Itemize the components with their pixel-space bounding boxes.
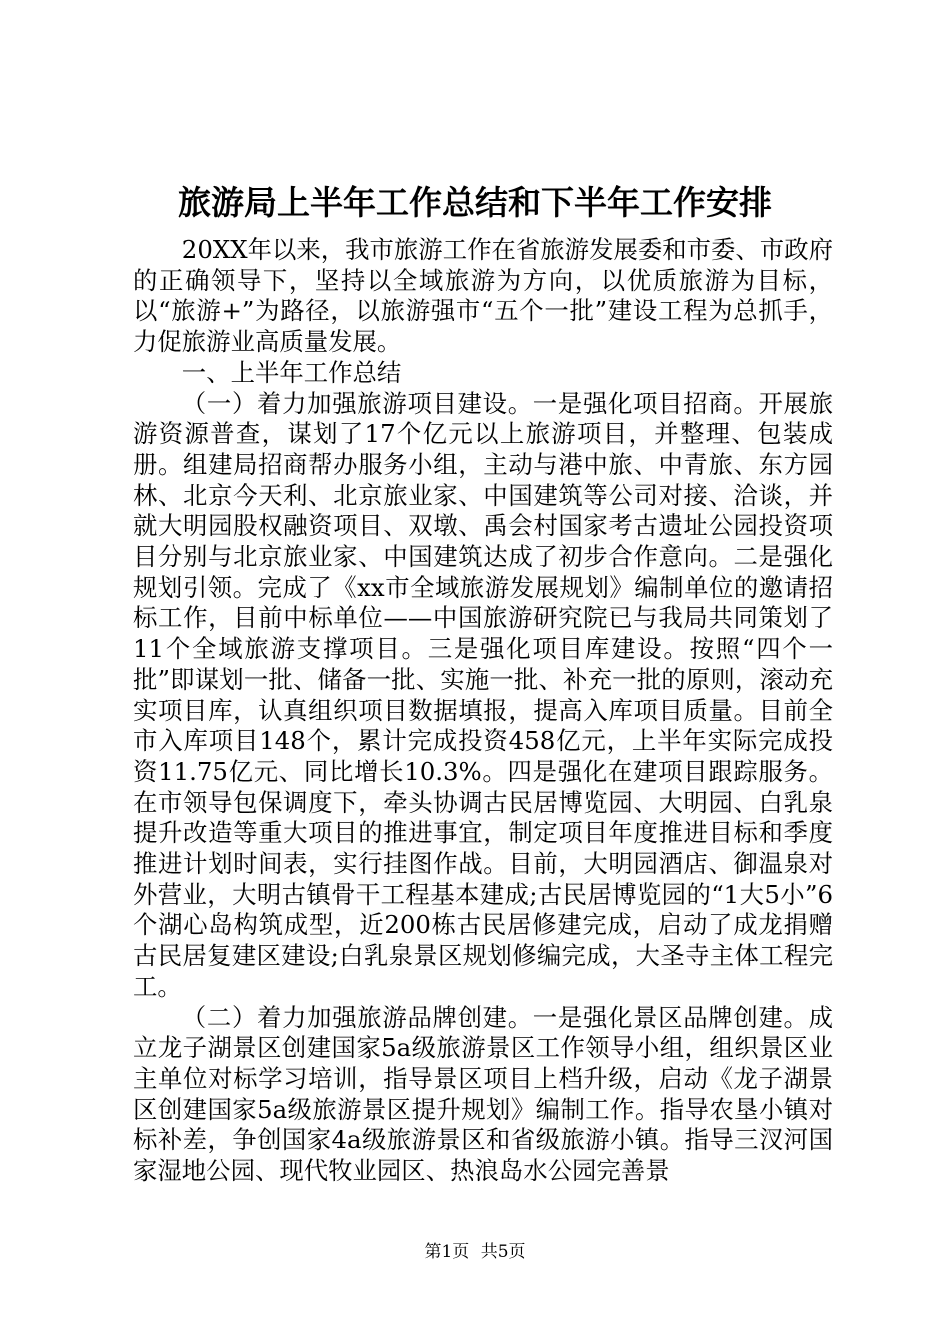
paragraph-brand-creation: （二）着力加强旅游品牌创建。一是强化景区品牌创建。成立龙子湖景区创建国家5a级旅游景区工作领导小组，组织景区业主单位对标学习培训，指导景区项目上档升级，启动《龙子湖景区创建国家5a级旅游景区提升规划》编制工作。指导农垦小镇对标补差，争创国家4a级旅游景区和省级旅游小镇。指导三汊河国家湿地公园、现代牧业园区、热浪岛水公园完善景	[133, 1002, 833, 1186]
paragraph-intro: 20XX年以来，我市旅游工作在省旅游发展委和市委、市政府的正确领导下，坚持以全域旅游为方向，以优质旅游为目标，以“旅游+”为路径，以旅游强市“五个一批”建设工程为总抓手，力促旅游业高质量发展。	[133, 235, 833, 357]
page-total: 共5页	[480, 1242, 526, 1262]
document-title: 旅游局上半年工作总结和下半年工作安排	[178, 183, 772, 222]
page-number: 第1页	[424, 1242, 470, 1262]
document-body	[133, 235, 833, 1187]
section-heading-1: 一、上半年工作总结	[181, 357, 402, 387]
page-footer	[0, 1240, 950, 1264]
paragraph-project-construction: （一）着力加强旅游项目建设。一是强化项目招商。开展旅游资源普查，谋划了17个亿元以上旅游项目，并整理、包装成册。组建局招商帮办服务小组，主动与港中旅、中青旅、东方园林、北京今天利、北京旅业家、中国建筑等公司对接、洽谈，并就大明园股权融资项目、双墩、禹会村国家考古遗址公园投资项目分别与北京旅业家、中国建筑达成了初步合作意向。二是强化规划引领。完成了《xx市全域旅游发展规划》编制单位的邀请招标工作，目前中标单位——中国旅游研究院已与我局共同策划了11个全域旅游支撑项目。三是强化项目库建设。按照“四个一批”即谋划一批、储备一批、实施一批、补充一批的原则，滚动充实项目库，认真组织项目数据填报，提高入库项目质量。目前全市入库项目148个，累计完成投资458亿元，上半年实际完成投资11.75亿元、同比增长10.3%。四是强化在建项目跟踪服务。在市领导包保调度下，牵头协调古民居博览园、大明园、白乳泉提升改造等重大项目的推进事宜，制定项目年度推进目标和季度推进计划时间表，实行挂图作战。目前，大明园酒店、御温泉对外营业，大明古镇骨干工程基本建成;古民居博览园的“1大5小”6个湖心岛构筑成型，近200栋古民居修建完成，启动了成龙捐赠古民居复建区建设;白乳泉景区规划修编完成，大圣寺主体工程完工。	[133, 388, 833, 1001]
